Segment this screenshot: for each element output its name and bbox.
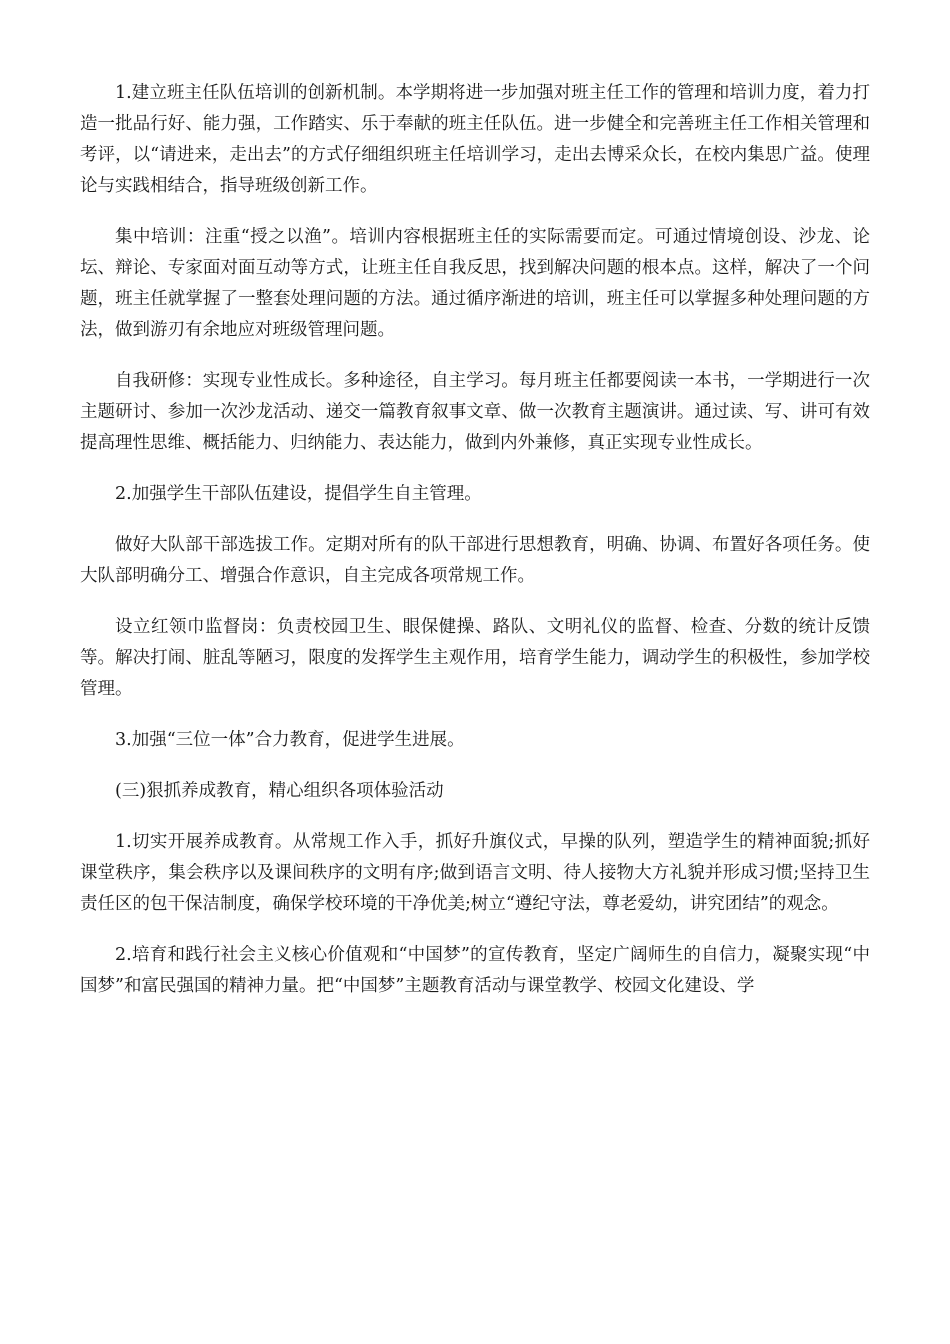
paragraph-class-teacher-training: 1.建立班主任队伍培训的创新机制。本学期将进一步加强对班主任工作的管理和培训力度，着力打造一批品行好、能力强，工作踏实、乐于奉献的班主任队伍。进一步健全和完善班主任工作相关管理和考评，以“请进来，走出去”的方式仔细组织班主任培训学习，走出去博采众长，在校内集思广益。使理论与实践相结合，指导班级创新工作。 — [80, 83, 870, 196]
paragraph-brigade-selection: 做好大队部干部选拔工作。定期对所有的队干部进行思想教育，明确、协调、布置好各项任务。使大队部明确分工、增强合作意识，自主完成各项常规工作。 — [80, 535, 870, 586]
paragraph-habit-education: 1.切实开展养成教育。从常规工作入手，抓好升旗仪式，早操的队列，塑造学生的精神面貌;抓好课堂秩序，集会秩序以及课间秩序的文明有序;做到语言文明、待人接物大方礼貌并形成习惯;坚持卫生责任区的包干保洁制度，确保学校环境的干净优美;树立“遵纪守法，尊老爱幼，讲究团结”的观念。 — [80, 832, 870, 914]
paragraph-centralized-training: 集中培训：注重“授之以渔”。培训内容根据班主任的实际需要而定。可通过情境创设、沙龙、论坛、辩论、专家面对面互动等方式，让班主任自我反思，找到解决问题的根本点。这样，解决了一个问题，班主任就掌握了一整套处理问题的方法。通过循序渐进的培训，班主任可以掌握多种处理问题的方法，做到游刃有余地应对班级管理问题。 — [80, 227, 870, 340]
paragraph-red-scarf-supervision: 设立红领巾监督岗：负责校园卫生、眼保健操、路队、文明礼仪的监督、检查、分数的统计反馈等。解决打闹、脏乱等陋习，限度的发挥学生主观作用，培育学生能力，调动学生的积极性，参加学校管理。 — [80, 617, 870, 699]
paragraph-three-in-one-heading: 3.加强“三位一体”合力教育，促进学生进展。 — [115, 730, 465, 750]
document-page — [80, 78, 870, 1022]
paragraph-core-values: 2.培育和践行社会主义核心价值观和“中国梦”的宣传教育，坚定广阔师生的自信力，凝聚实现“中国梦”和富民强国的精神力量。把“中国梦”主题教育活动与课堂教学、校园文化建设、学 — [80, 945, 870, 996]
paragraph-student-cadre-heading: 2.加强学生干部队伍建设，提倡学生自主管理。 — [115, 484, 482, 504]
paragraph-self-study: 自我研修：实现专业性成长。多种途径，自主学习。每月班主任都要阅读一本书，一学期进行一次主题研讨、参加一次沙龙活动、递交一篇教育叙事文章、做一次教育主题演讲。通过读、写、讲可有效提高理性思维、概括能力、归纳能力、表达能力，做到内外兼修，真正实现专业性成长。 — [80, 371, 870, 453]
section-heading-habit-education: (三)狠抓养成教育，精心组织各项体验活动 — [115, 781, 444, 801]
